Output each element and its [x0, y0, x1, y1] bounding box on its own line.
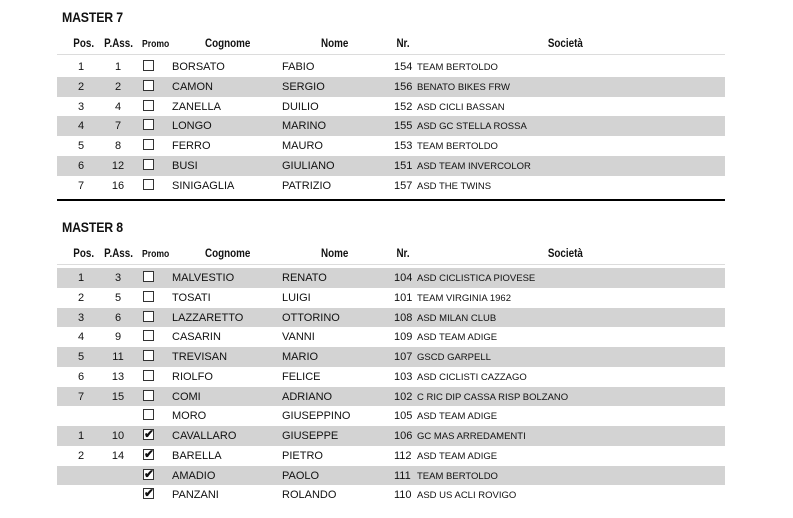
cell-nr: 154 — [394, 61, 413, 73]
cell-nr: 151 — [394, 159, 413, 172]
section-divider — [57, 199, 725, 201]
cell-nome: MARINO — [282, 120, 326, 133]
cell-nr: 112 — [394, 449, 412, 462]
promo-checkbox[interactable] — [143, 330, 154, 341]
cell-pass: 13 — [111, 370, 125, 383]
table-row — [57, 466, 725, 486]
cell-cognome: LAZZARETTO — [172, 311, 244, 324]
table-row — [57, 387, 725, 407]
table-row — [57, 406, 725, 426]
table-header — [57, 36, 725, 55]
cell-cognome: FERRO — [172, 140, 211, 152]
cell-societa: ASD TEAM ADIGE — [417, 332, 498, 344]
cell-pos: 6 — [77, 159, 85, 172]
cell-nr: 102 — [394, 390, 413, 403]
cell-pos: 6 — [77, 370, 85, 383]
cell-societa: ASD MILAN CLUB — [417, 312, 497, 324]
cell-nr: 153 — [394, 140, 413, 152]
cell-societa: ASD TEAM INVERCOLOR — [417, 160, 531, 172]
cell-pos: 1 — [77, 61, 85, 73]
cell-pos: 3 — [77, 311, 85, 324]
cell-pass: 4 — [114, 100, 122, 113]
table-row — [57, 97, 725, 117]
cell-cognome: AMADIO — [172, 469, 216, 482]
cell-pos: 2 — [77, 449, 85, 462]
checkmark-icon: ✔ — [144, 446, 155, 461]
table-row — [57, 57, 725, 77]
table-row — [57, 116, 725, 136]
col-cognome: Cognome — [204, 36, 251, 50]
promo-checkbox[interactable] — [143, 271, 154, 282]
table-row — [57, 446, 725, 466]
cell-nome: DUILIO — [282, 100, 319, 113]
section-title: MASTER 8 — [62, 219, 123, 235]
col-nome: Nome — [321, 36, 349, 50]
cell-societa: ASD THE TWINS — [417, 180, 492, 192]
col-cognome: Cognome — [204, 246, 251, 260]
section-title: MASTER 7 — [62, 9, 123, 25]
col-nr: Nr. — [396, 36, 410, 50]
promo-checkbox[interactable] — [143, 446, 155, 461]
col-nr: Nr. — [396, 246, 410, 260]
col-promo: Promo — [141, 248, 170, 260]
table-row — [57, 426, 725, 446]
cell-pass: 8 — [114, 140, 122, 152]
promo-checkbox[interactable] — [143, 60, 154, 71]
cell-nome: VANNI — [282, 331, 315, 344]
cell-pass: 1 — [114, 61, 122, 73]
cell-pos: 1 — [77, 272, 85, 284]
cell-pass: 15 — [111, 390, 125, 403]
cell-cognome: SINIGAGLIA — [172, 179, 235, 192]
cell-pass: 10 — [111, 430, 125, 442]
cell-societa: ASD GC STELLA ROSSA — [417, 121, 527, 133]
cell-pass: 11 — [112, 351, 124, 363]
cell-nr: 105 — [394, 410, 413, 423]
cell-pos: 5 — [77, 140, 85, 152]
table-row — [57, 308, 725, 328]
cell-nome: MARIO — [282, 351, 319, 363]
promo-checkbox[interactable] — [143, 179, 154, 190]
cell-pass: 2 — [114, 80, 122, 93]
cell-nr: 152 — [394, 100, 413, 113]
cell-societa: TEAM BERTOLDO — [417, 470, 498, 482]
promo-checkbox[interactable] — [143, 159, 154, 170]
cell-nr: 104 — [394, 272, 413, 284]
cell-pass: 9 — [114, 331, 122, 344]
cell-pos: 4 — [77, 120, 85, 133]
cell-societa: GC MAS ARREDAMENTI — [417, 431, 526, 442]
cell-pass: 7 — [114, 120, 122, 133]
col-pos: Pos. — [73, 246, 95, 260]
cell-nome: GIUSEPPINO — [282, 410, 351, 423]
cell-pos: 5 — [77, 351, 85, 363]
cell-nome: OTTORINO — [282, 311, 340, 324]
cell-societa: ASD TEAM ADIGE — [417, 450, 498, 462]
col-societa: Società — [547, 36, 583, 50]
promo-checkbox[interactable] — [143, 80, 154, 91]
table-row — [57, 485, 725, 505]
cell-nome: LUIGI — [282, 291, 311, 304]
cell-societa: ASD CICLISTICA PIOVESE — [417, 273, 536, 284]
cell-pass: 12 — [111, 159, 125, 172]
cell-pass: 5 — [114, 291, 122, 304]
cell-cognome: TREVISAN — [172, 351, 228, 363]
cell-societa: ASD CICLISTI CAZZAGO — [417, 371, 527, 383]
promo-checkbox[interactable] — [143, 370, 154, 381]
cell-pos: 2 — [77, 80, 85, 93]
cell-pass: 14 — [111, 449, 125, 462]
checkmark-icon: ✔ — [144, 486, 155, 501]
cell-nome: PAOLO — [282, 469, 320, 482]
cell-cognome: CAVALLARO — [172, 430, 237, 442]
cell-nr: 101 — [394, 291, 413, 304]
cell-pos: 4 — [77, 331, 85, 344]
cell-nr: 108 — [394, 311, 413, 324]
cell-societa: ASD CICLI BASSAN — [417, 101, 505, 113]
cell-pos: 3 — [77, 100, 85, 113]
table-row — [57, 176, 725, 196]
promo-checkbox[interactable] — [143, 119, 154, 130]
cell-nr: 103 — [394, 370, 413, 383]
promo-checkbox[interactable] — [143, 429, 154, 440]
cell-societa: ASD TEAM ADIGE — [417, 411, 498, 423]
cell-nome: ROLANDO — [282, 489, 337, 502]
col-societa: Società — [547, 246, 583, 260]
table-row — [57, 367, 725, 387]
cell-nome: MAURO — [282, 140, 323, 152]
cell-nr: 111 — [394, 469, 411, 482]
promo-checkbox[interactable] — [143, 466, 155, 481]
cell-cognome: COMI — [172, 390, 201, 403]
cell-nr: 109 — [394, 331, 413, 344]
promo-checkbox[interactable] — [143, 390, 154, 401]
cell-societa: TEAM VIRGINIA 1962 — [417, 292, 511, 304]
cell-nr: 155 — [394, 120, 413, 133]
cell-cognome: MALVESTIO — [172, 272, 235, 284]
promo-checkbox[interactable] — [143, 100, 154, 111]
table-row — [57, 327, 725, 347]
promo-checkbox[interactable] — [143, 311, 154, 322]
table-row — [57, 156, 725, 176]
cell-pass: 16 — [111, 179, 125, 192]
cell-societa: ASD US ACLI ROVIGO — [417, 490, 517, 502]
cell-societa: GSCD GARPELL — [417, 352, 491, 363]
cell-nome: SERGIO — [282, 80, 325, 93]
cell-societa: TEAM BERTOLDO — [417, 62, 498, 73]
checkmark-icon: ✔ — [144, 466, 155, 481]
table-row — [57, 136, 725, 156]
cell-cognome: MORO — [172, 410, 207, 423]
cell-cognome: BORSATO — [172, 61, 225, 73]
cell-nr: 107 — [394, 351, 413, 363]
cell-pos: 2 — [77, 291, 85, 304]
cell-nome: PATRIZIO — [282, 179, 332, 192]
promo-checkbox[interactable] — [143, 488, 154, 499]
cell-nr: 156 — [394, 80, 413, 93]
table-header — [57, 246, 725, 265]
cell-nome: GIUSEPPE — [282, 430, 339, 442]
table-row — [57, 347, 725, 367]
cell-cognome: PANZANI — [172, 489, 219, 502]
cell-nr: 110 — [394, 489, 412, 502]
cell-nr: 106 — [394, 430, 413, 442]
promo-checkbox[interactable] — [143, 350, 154, 361]
cell-nr: 157 — [394, 179, 413, 192]
cell-cognome: ZANELLA — [172, 100, 221, 113]
cell-cognome: CASARIN — [172, 331, 221, 344]
table-row — [57, 288, 725, 308]
col-pass: P.Ass. — [104, 246, 133, 260]
promo-checkbox[interactable] — [143, 139, 154, 150]
cell-societa: C RIC DIP CASSA RISP BOLZANO — [417, 391, 569, 403]
promo-checkbox[interactable] — [143, 291, 154, 302]
cell-pass: 3 — [114, 272, 122, 284]
cell-cognome: RIOLFO — [172, 370, 213, 383]
cell-cognome: TOSATI — [172, 291, 211, 304]
cell-pos: 7 — [77, 179, 85, 192]
cell-nome: GIULIANO — [282, 159, 335, 172]
table-row — [57, 77, 725, 97]
cell-nome: FELICE — [282, 370, 321, 383]
cell-cognome: BARELLA — [172, 449, 222, 462]
cell-nome: ADRIANO — [282, 390, 333, 403]
cell-cognome: CAMON — [172, 80, 213, 93]
cell-pass: 6 — [114, 311, 122, 324]
table-row — [57, 268, 725, 288]
table-body — [57, 268, 725, 505]
checkmark-icon: ✔ — [144, 427, 155, 441]
table-body — [57, 57, 725, 195]
col-pass: P.Ass. — [104, 36, 133, 50]
col-promo: Promo — [141, 38, 170, 50]
promo-checkbox[interactable] — [143, 409, 154, 420]
cell-pos: 1 — [77, 430, 85, 442]
cell-nome: FABIO — [282, 61, 315, 73]
cell-societa: TEAM BERTOLDO — [417, 141, 498, 152]
cell-nome: RENATO — [282, 272, 327, 284]
cell-pos: 7 — [77, 390, 85, 403]
col-pos: Pos. — [73, 36, 95, 50]
col-nome: Nome — [321, 246, 349, 260]
cell-nome: PIETRO — [282, 449, 323, 462]
cell-cognome: BUSI — [172, 159, 198, 172]
cell-cognome: LONGO — [172, 120, 212, 133]
cell-societa: BENATO BIKES FRW — [417, 81, 510, 93]
